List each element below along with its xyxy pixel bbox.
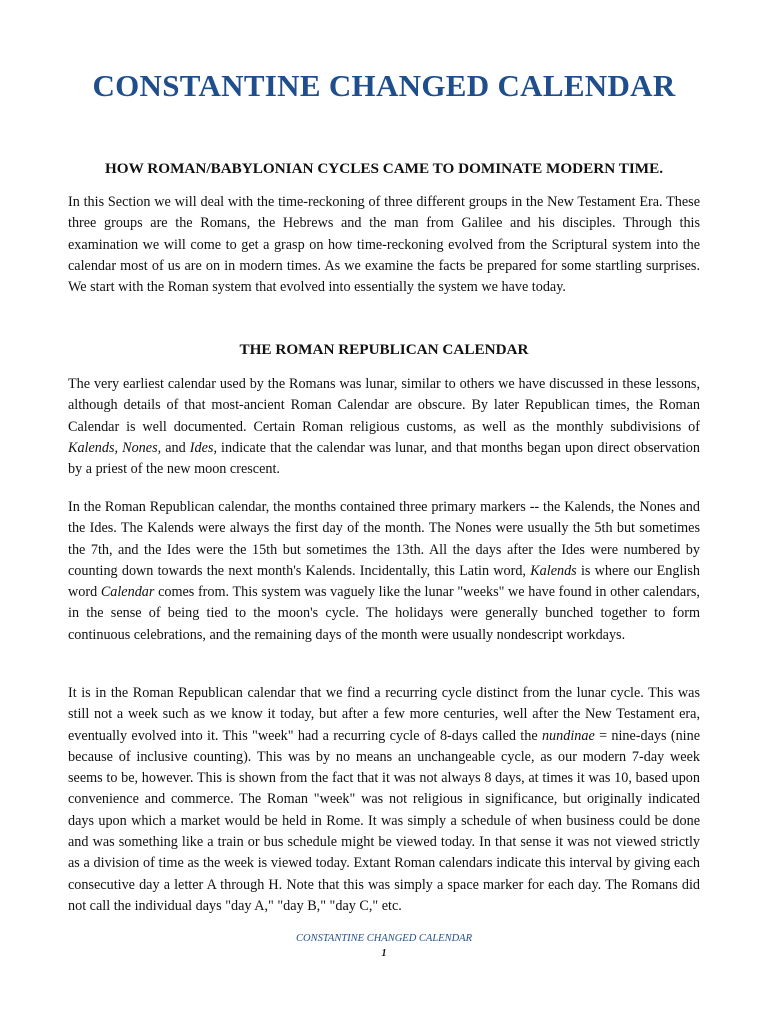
- page-number: 1: [381, 948, 387, 959]
- para4-text-a: It is in the Roman Republican calendar that we find a recurring cycle distinct from the lunar cycle. This was still not a week such as we know it today, but after a few more centuries, well after the New Testament era, eventually evolved into it. This "week" had a recurring cycle of 8-days called the: [68, 685, 700, 744]
- para3-text-a: In the Roman Republican calendar, the months contained three primary markers -- the Kalends, the Nones and the Ides. The Kalends were always the first day of the month. The Nones were usually the 5th but sometimes the 7th, and the Ides were the 15th but sometimes the 13th. All the days after the Ides were numbered by counting down towards the next month's Kalends. Incidentally, this Latin word,: [68, 499, 700, 579]
- page-subtitle: HOW ROMAN/BABYLONIAN CYCLES CAME TO DOMINATE MODERN TIME.: [104, 160, 664, 177]
- para2-italic-ides: Ides: [189, 439, 214, 456]
- para3-text-c: comes from. This system was vaguely like the lunar "weeks" we have found in other calendars, in the sense of being tied to the moon's cycle. The holidays were generally bunched together to form continuous celebrations, and the remaining days of the month were usually nondescript workdays.: [68, 584, 700, 643]
- para2-text-c: , indicate that the calendar was lunar, and that months began upon direct observation by a priest of the new moon crescent.: [68, 439, 700, 478]
- para2-text-b: and: [161, 439, 190, 456]
- para3-italic-kalends: Kalends: [530, 562, 577, 579]
- paragraph-primary-markers: [68, 497, 700, 646]
- section-heading: THE ROMAN REPUBLICAN CALENDAR: [239, 341, 529, 358]
- para3-italic-calendar: Calendar: [100, 584, 155, 601]
- para2-text-a: The very earliest calendar used by the Romans was lunar, similar to others we have discussed in these lessons, although details of that most-ancient Roman Calendar are obscure. By later Republican times, the Roman Calendar is well documented. Certain Roman religious customs, as well as the monthly subdivisions of: [68, 376, 700, 435]
- intro-paragraph: In this Section we will deal with the time-reckoning of three different groups in the New Testament Era. These three groups are the Romans, the Hebrews and the man from Galilee and his disciples. Through this examination we will come to get a grasp on how time-reckoning evolved from the Scriptural system into the calendar most of us are on in modern times. As we examine the facts be prepared for some startling surprises. We start with the Roman system that evolved into essentially the system we have today.: [68, 194, 700, 296]
- paragraph-lunar-calendar: [68, 374, 700, 480]
- para4-italic-nundinae: nundinae: [541, 727, 595, 744]
- page-footer: CONSTANTINE CHANGED CALENDAR: [296, 933, 472, 944]
- para4-text-b: = nine-days (nine because of inclusive counting). This was by no means an unchangeable cycle, as our modern 7-day week seems to be, however. This is shown from the fact that it was not always 8 days, at times it was 10, based upon convenience and commerce. The Roman "week" was not religious in significance, but originally indicated days upon which a market would be held in Rome. It was simply a schedule of when business could be done and was something like a train or bus schedule might be viewed today. In that sense it was not viewed strictly as a division of time as the week is viewed today. Extant Roman calendars indicate this interval by giving each consecutive day a letter A through H. Note that this was simply a space marker for each day. The Romans did not call the individual days "day A," "day B," "day C," etc.: [68, 727, 701, 914]
- page-title: CONSTANTINE CHANGED CALENDAR: [92, 68, 676, 103]
- para3-text-b: is where our English word: [68, 562, 700, 601]
- para2-italic-kalends-nones: Kalends, Nones,: [68, 439, 162, 456]
- paragraph-nundinae: [68, 683, 700, 917]
